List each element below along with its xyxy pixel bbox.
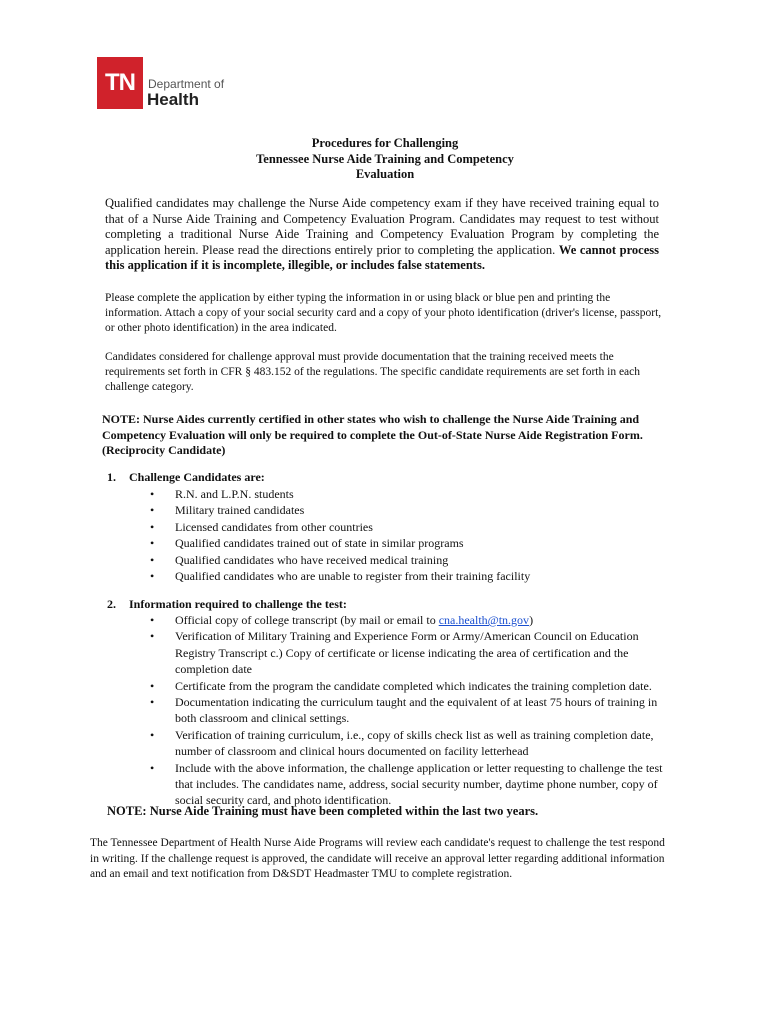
title-line-1: Procedures for Challenging bbox=[311, 136, 459, 150]
section-2-heading bbox=[107, 597, 347, 612]
title-line-3: Evaluation bbox=[355, 167, 415, 181]
list-item: • Verification of training curriculum, i.e., copy of skills check list as well as training completion date, number of classroom and clinical hours documented on facility letterhead bbox=[150, 727, 670, 760]
challenge-candidates-list bbox=[150, 486, 550, 584]
list-item: • Qualified candidates who are unable to register from their training facility bbox=[150, 568, 550, 584]
transcript-suffix: ) bbox=[529, 613, 534, 627]
reciprocity-note: NOTE: Nurse Aides currently certified in other states who wish to challenge the Nurse Aide Training and Competency Evaluation will only be required to complete the Out-of-State Nurse Aide Registration Form. (Reciprocity Candidate) bbox=[102, 412, 643, 457]
section-2-number: 2. bbox=[107, 597, 116, 611]
required-information-list bbox=[150, 612, 670, 809]
logo-health-text: Health bbox=[147, 90, 199, 109]
list-item: • Qualified candidates trained out of state in similar programs bbox=[150, 535, 550, 551]
transcript-text: Official copy of college transcript (by mail or email to bbox=[175, 613, 439, 627]
list-item: • Verification of Military Training and Experience Form or Army/American Council on Education Registry Transcript c.) Copy of certificate or license indicating the area of certification and the completion date bbox=[150, 628, 670, 677]
list-item: • Include with the above information, the challenge application or letter requesting to challenge the test that includes. The candidates name, address, social security number, daytime phone number, copy of social security card, and photo identification. bbox=[150, 760, 670, 809]
intro-paragraph bbox=[105, 196, 659, 274]
closing-paragraph: The Tennessee Department of Health Nurse Aide Programs will review each candidate's request to challenge the test respond in writing. If the challenge request is approved, the candidate will receive an approval letter regarding additional information and an email and text notification from D&SDT Headmaster TMU to complete registration. bbox=[90, 837, 665, 880]
list-item: • Military trained candidates bbox=[150, 502, 550, 518]
section-1-number: 1. bbox=[107, 470, 116, 484]
section-1-title: Challenge Candidates are: bbox=[129, 470, 265, 484]
page-title bbox=[0, 136, 770, 183]
instructions-paragraph: Please complete the application by either typing the information in or using black or blue pen and printing the information. Attach a copy of your social security card and a copy of your photo identification (driver's license, passport, or other photo identification) in the area indicated. bbox=[105, 292, 662, 334]
email-link[interactable]: cna.health@tn.gov bbox=[438, 613, 530, 627]
list-item: • Documentation indicating the curriculum taught and the equivalent of at least 75 hours of training in both classroom and clinical settings. bbox=[150, 694, 670, 727]
list-item bbox=[150, 612, 670, 628]
intro-text: Qualified candidates may challenge the Nurse Aide competency exam if they have received training equal to that of a Nurse Aide Training and Competency Evaluation Program. Candidates may request to test without completing a traditional Nurse Aide Training and Competency Evaluation Program by completing the application herein. Please read the directions entirely prior to completing the application. bbox=[105, 196, 659, 257]
title-line-2: Tennessee Nurse Aide Training and Competency bbox=[256, 151, 514, 166]
documentation-paragraph: Candidates considered for challenge approval must provide documentation that the training received meets the requirements set forth in CFR § 483.152 of the regulations. The specific candidate requirements are set forth in each challenge category. bbox=[105, 351, 641, 393]
list-item: • Qualified candidates who have received medical training bbox=[150, 552, 550, 568]
intro-warning: We cannot process this application if it is incomplete, illegible, or includes false statements. bbox=[105, 242, 659, 272]
training-time-note: NOTE: Nurse Aide Training must have been completed within the last two years. bbox=[107, 804, 539, 818]
list-item: • R.N. and L.P.N. students bbox=[150, 486, 550, 502]
logo-department-text: Department of bbox=[148, 77, 225, 91]
tn-health-logo bbox=[97, 57, 227, 113]
section-2-title: Information required to challenge the test: bbox=[129, 597, 347, 611]
section-1-heading bbox=[107, 470, 265, 485]
tn-logo-mark: TN bbox=[97, 57, 143, 109]
list-item: • Certificate from the program the candidate completed which indicates the training completion date. bbox=[150, 678, 670, 694]
list-item: • Licensed candidates from other countries bbox=[150, 519, 550, 535]
